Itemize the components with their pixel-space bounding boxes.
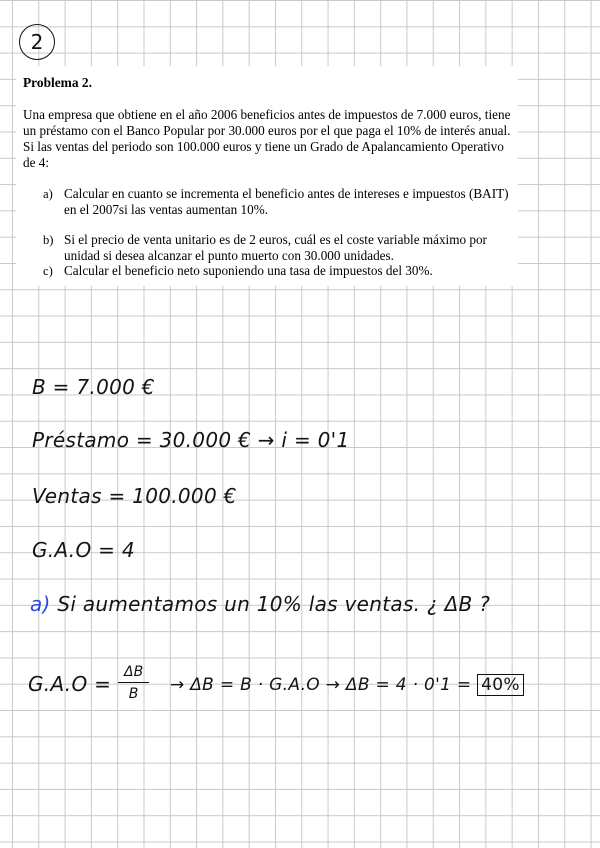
item-text-a: Calcular en cuanto se incrementa el beneficio antes de intereses e impuestos (BAIT) en el 2007si las ventas aumentan 10%. xyxy=(64,186,509,217)
handwritten-fraction xyxy=(118,664,149,702)
part-a-question: Si aumentamos un 10% las ventas. ¿ ΔB ? xyxy=(57,592,491,616)
result-box: 40% xyxy=(477,674,524,696)
handwritten-formula-lhs xyxy=(28,672,111,696)
handwritten-part-a xyxy=(30,592,490,616)
handwritten-line-loan xyxy=(32,428,350,452)
handwritten-line-gao xyxy=(32,538,135,562)
handwritten-line-sales xyxy=(32,484,237,508)
handwritten-line-profit xyxy=(32,375,155,399)
handwritten-formula-chain xyxy=(170,674,524,696)
handwritten-loan: Préstamo = 30.000 € → i = 0'1 xyxy=(32,428,350,452)
page-number-circle xyxy=(19,24,55,60)
item-text-c: Calcular el beneficio neto suponiendo una tasa de impuestos del 30%. xyxy=(64,263,433,278)
problem-statement-box xyxy=(16,66,518,286)
handwritten-gao: G.A.O = 4 xyxy=(32,538,135,562)
problem-title: Problema 2. xyxy=(23,75,92,90)
formula-lhs: G.A.O = xyxy=(28,672,112,696)
handwritten-profit: B = 7.000 € xyxy=(32,375,155,399)
item-mark-c: c) xyxy=(43,264,53,278)
fraction-numerator: ΔB xyxy=(118,664,149,683)
item-text-b: Si el precio de venta unitario es de 2 euros, cuál es el coste variable máximo por unidad si desea alcanzar el punto muerto con 30.000 unidades. xyxy=(64,232,487,263)
fraction-denominator: B xyxy=(128,686,139,702)
handwritten-sales: Ventas = 100.000 € xyxy=(32,484,237,508)
formula-chain: → ΔB = B · G.A.O → ΔB = 4 · 0'1 = xyxy=(170,675,472,695)
problem-statement: Una empresa que obtiene en el año 2006 beneficios antes de impuestos de 7.000 euros, tiene un préstamo con el Banco Popular por 30.000 euros por el que paga el 10% de interés anual. Si las ventas del periodo son 100.000 euros y tiene un Grado de Apalancamiento Operativo de 4: xyxy=(23,107,511,170)
item-mark-b: b) xyxy=(43,233,54,247)
page-number: 2 xyxy=(30,30,44,54)
item-mark-a: a) xyxy=(43,187,53,201)
part-a-label: a) xyxy=(30,592,51,616)
